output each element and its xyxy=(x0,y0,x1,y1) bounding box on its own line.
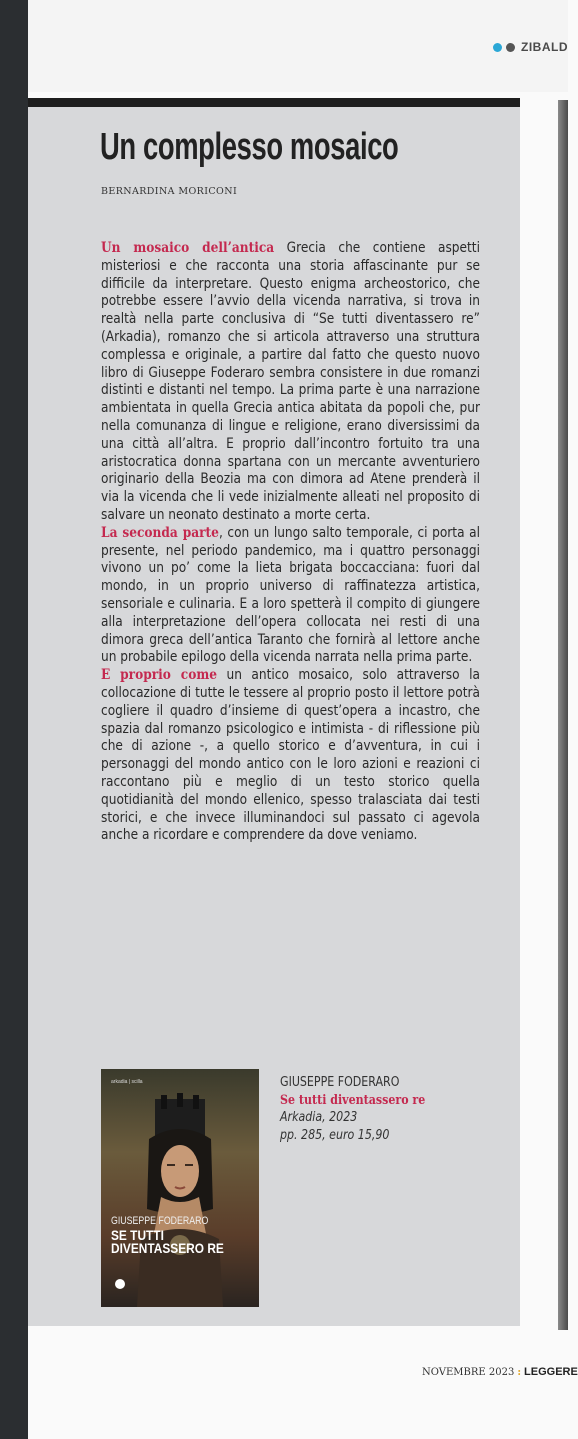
paragraph-1-lead: Un mosaico dell’antica xyxy=(101,240,275,256)
cover-author: GIUSEPPE FODERARO xyxy=(111,1215,209,1227)
paragraph-3 xyxy=(101,667,480,845)
footer-issue: NOVEMBRE 2023 xyxy=(422,1367,515,1378)
gray-dot-icon xyxy=(506,43,515,52)
adjacent-photo-edge xyxy=(558,100,568,1330)
page-footer xyxy=(422,1366,578,1378)
cover-title-line-2: DIVENTASSERO RE xyxy=(111,1240,224,1256)
footer-magazine: LEGGERE xyxy=(524,1366,578,1378)
paragraph-3-text: un antico mosaico, solo attraverso la collocazione di tutte le tessere al proprio posto il lettore potrà cogliere il quadro d’insieme di quest’opera a incastro, che spazia dal romanzo psicologico e intimista - di riflessione più che di azione -, a quello storico e d’avventura, in cui i personaggi del mondo antico con le loro azioni e reazioni ci raccontano più e meglio di un testo storico quella quotidianità del mondo ellenico, spesso tralasciata dai testi storici, e che invece illuminandoci sul passato ci agevola anche a ricordare e comprendere da dove veniamo. xyxy=(101,667,480,844)
paragraph-1 xyxy=(101,240,480,525)
section-label: ZIBALD xyxy=(521,40,568,54)
cover-title-line-1: SE TUTTI xyxy=(111,1227,164,1243)
article-box-top-rule xyxy=(28,98,520,107)
paragraph-2 xyxy=(101,525,480,667)
paragraph-1-text: Grecia che contiene aspetti misteriosi e che racconta una storia affascinante pur se difficile da interpretare. Questo enigma archeostorico, che potrebbe essere l’avvio della vicenda narrativa, si trova in realtà nella parte conclusiva di “Se tutti diventassero re” (Arkadia), romanzo che si articola attraverso una struttura complessa e originale, a partire dal fatto che questo nuovo libro di Giuseppe Foderaro sembra consistere in due romanzi distinti e distanti nel tempo. La prima parte è una narrazione ambientata in quella Grecia antica abitata da popoli che, pur nella comunanza di lingue e religione, erano diversissimi da una città all’altra. E proprio dall’incontro fortuito tra una aristocratica donna spartana con un mercante avventuriero originario della Beozia ma con dimora ad Atene prenderà il via la vicenda che li vede inizialmente alleati nel proposito di salvare un neonato destinato a morte certa. xyxy=(101,240,480,523)
book-publisher: Arkadia, 2023 xyxy=(280,1110,358,1125)
article-author: BERNARDINA MORICONI xyxy=(101,186,238,197)
section-tag xyxy=(493,40,568,54)
publisher-logo-icon xyxy=(115,1279,125,1289)
book-title: Se tutti diventassero re xyxy=(280,1092,426,1108)
article-body xyxy=(101,240,480,845)
book-cover xyxy=(101,1069,259,1307)
paragraph-2-lead: La seconda parte xyxy=(101,524,219,541)
article-title: Un complesso mosaico xyxy=(100,126,399,168)
cover-portrait-image xyxy=(137,1099,223,1307)
blue-dot-icon xyxy=(493,43,502,52)
page-spine xyxy=(0,0,28,1439)
cover-publisher: arkadia | scilla xyxy=(111,1079,143,1085)
paragraph-2-text: , con un lungo salto temporale, ci porta al presente, nel periodo pandemico, ma i quattro personaggi vivono un po’ come la lieta brigata boccacciana: fuori dal mondo, in un proprio universo di raffinatezza artistica, sensoriale e culinaria. E a loro spetterà il compito di giungere alla interpretazione dell’opera collocata nei resti di una dimora greca dell’antica Taranto che fornirà al lettore anche un probabile epilogo della vicenda narrata nella prima parte. xyxy=(101,524,480,666)
book-details: pp. 285, euro 15,90 xyxy=(280,1127,390,1143)
book-info xyxy=(280,1074,451,1144)
paragraph-3-lead: E proprio come xyxy=(101,667,217,684)
footer-separator: : xyxy=(517,1367,522,1378)
cover-title xyxy=(111,1229,224,1255)
book-author: GIUSEPPE FODERARO xyxy=(280,1075,400,1090)
page-top-margin xyxy=(28,0,568,92)
